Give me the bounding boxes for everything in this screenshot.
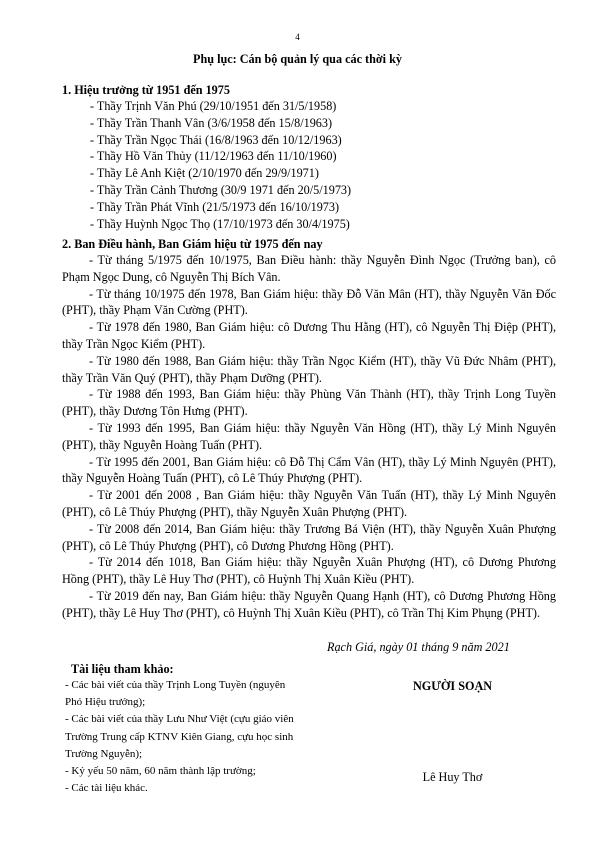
paragraph: - Từ 2001 đến 2008 , Ban Giám hiệu: thầy Nguyễn Văn Tuấn (HT), thầy Lý Minh Nguyên (PHT), cô Lê Thúy Phượng (PHT), thầy Nguyễn Xuân Phượng (PHT). xyxy=(62,488,556,519)
reference-item: - Các tài liệu khác. xyxy=(65,782,148,795)
paragraph: - Từ 2008 đến 2014, Ban Giám hiệu: thầy Trương Bá Viện (HT), thầy Nguyễn Xuân Phượng (PHT), cô Lê Thúy Phượng (PHT), cô Dương Phương Hồng (PHT). xyxy=(62,521,556,553)
paragraph: - Từ 1993 đến 1995, Ban Giám hiệu: thầy Nguyễn Văn Hồng (HT), thầy Lý Minh Nguyên (PHT), thầy Nguyễn Hoàng Tuấn (PHT). xyxy=(62,420,556,452)
section-principals-1951-1975 xyxy=(62,82,562,232)
references-title: Tài liệu tham khảo: xyxy=(71,662,174,676)
author-name: Lê Huy Thơ xyxy=(422,770,483,784)
list-item: - Thầy Trần Phát Vĩnh (21/5/1973 đến 16/10/1973) xyxy=(90,199,340,214)
list-item: - Thầy Hồ Văn Thủy (11/12/1963 đến 11/10/1960) xyxy=(90,149,337,164)
page-number: 4 xyxy=(295,32,300,42)
section-heading: 1. Hiệu trưởng từ 1951 đến 1975 xyxy=(62,83,230,97)
document-title: Phụ lục: Cán bộ quản lý qua các thời kỳ xyxy=(193,52,402,66)
paragraph: - Từ 2019 đến nay, Ban Giám hiệu: thầy Nguyễn Quang Hạnh (HT), cô Dương Phương Hồng (PHT), thầy Lê Huy Thơ (PHT), cô Huỳnh Thị Xuân Kiều (PHT), cô Trần Thị Kim Phụng (PHT). xyxy=(62,588,556,620)
reference-item: - Các bài viết của thầy Lưu Như Việt (cựu giáo viên Trường Trung cấp KTNV Kiên Giang, cựu học sinh Trường Nguyễn); xyxy=(65,713,294,760)
author-title: NGƯỜI SOẠN xyxy=(412,679,493,693)
list-item: - Thầy Lê Anh Kiệt (2/10/1970 đến 29/9/1971) xyxy=(90,166,319,181)
list-item: - Thầy Trần Cảnh Thương (30/9 1971 đến 20/5/1973) xyxy=(90,182,352,197)
list-item: - Thầy Trịnh Văn Phú (29/10/1951 đến 31/5/1958) xyxy=(90,99,337,113)
references-block xyxy=(65,661,305,797)
list-item: - Thầy Huỳnh Ngọc Thọ (17/10/1973 đến 30/4/1975) xyxy=(90,216,350,231)
reference-item: - Kỷ yếu 50 năm, 60 năm thành lập trường; xyxy=(65,765,256,778)
paragraph: - Từ tháng 5/1975 đến 10/1975, Ban Điều hành: thầy Nguyễn Đình Ngọc (Trưởng ban), cô Phạm Ngọc Dung, cô Nguyễn Thị Bích Vân. xyxy=(62,253,556,284)
section-boards-since-1975 xyxy=(62,236,556,622)
paragraph: - Từ 2014 đến 1018, Ban Giám hiệu: thầy Nguyễn Xuân Phượng (HT), cô Dương Phương Hồng (PHT), thầy Lê Huy Thơ (PHT), cô Huỳnh Thị Xuân Kiều (PHT). xyxy=(62,555,556,587)
paragraph: - Từ 1988 đến 1993, Ban Giám hiệu: thầy Phùng Văn Thành (HT), thầy Trịnh Long Tuyền (PHT), thầy Dương Tôn Hưng (PHT). xyxy=(62,387,556,419)
paragraph: - Từ 1980 đến 1988, Ban Giám hiệu: thầy Trần Ngọc Kiểm (HT), thầy Vũ Đức Nhâm (PHT), thầy Trần Văn Quý (PHT), thầy Phạm Dưỡng (PHT). xyxy=(62,353,556,385)
reference-item: - Các bài viết của thầy Trịnh Long Tuyền (nguyên Phó Hiệu trưởng); xyxy=(65,679,286,709)
paragraph: - Từ tháng 10/1975 đến 1978, Ban Giám hiệu: thầy Đỗ Văn Mân (HT), thầy Nguyễn Văn Đốc (PHT), thầy Phạm Văn Cường (PHT). xyxy=(62,286,556,318)
list-item: - Thầy Trần Thanh Vân (3/6/1958 đến 15/8/1963) xyxy=(90,115,333,130)
section-heading: 2. Ban Điều hành, Ban Giám hiệu từ 1975 đến nay xyxy=(62,237,323,251)
place-date: Rạch Giá, ngày 01 tháng 9 năm 2021 xyxy=(327,640,510,654)
list-item: - Thầy Trần Ngọc Thái (16/8/1963 đến 10/12/1963) xyxy=(90,132,342,147)
paragraph: - Từ 1978 đến 1980, Ban Giám hiệu: cô Dương Thu Hằng (HT), cô Nguyễn Thị Điệp (PHT), thầy Trần Ngọc Kiểm (PHT). xyxy=(62,320,556,351)
paragraph: - Từ 1995 đến 2001, Ban Giám hiệu: cô Đỗ Thị Cẩm Vân (HT), thầy Lý Minh Nguyên (PHT), thầy Nguyễn Hoàng Tuấn (PHT), cô Lê Thúy Phượng (PHT). xyxy=(62,454,556,486)
